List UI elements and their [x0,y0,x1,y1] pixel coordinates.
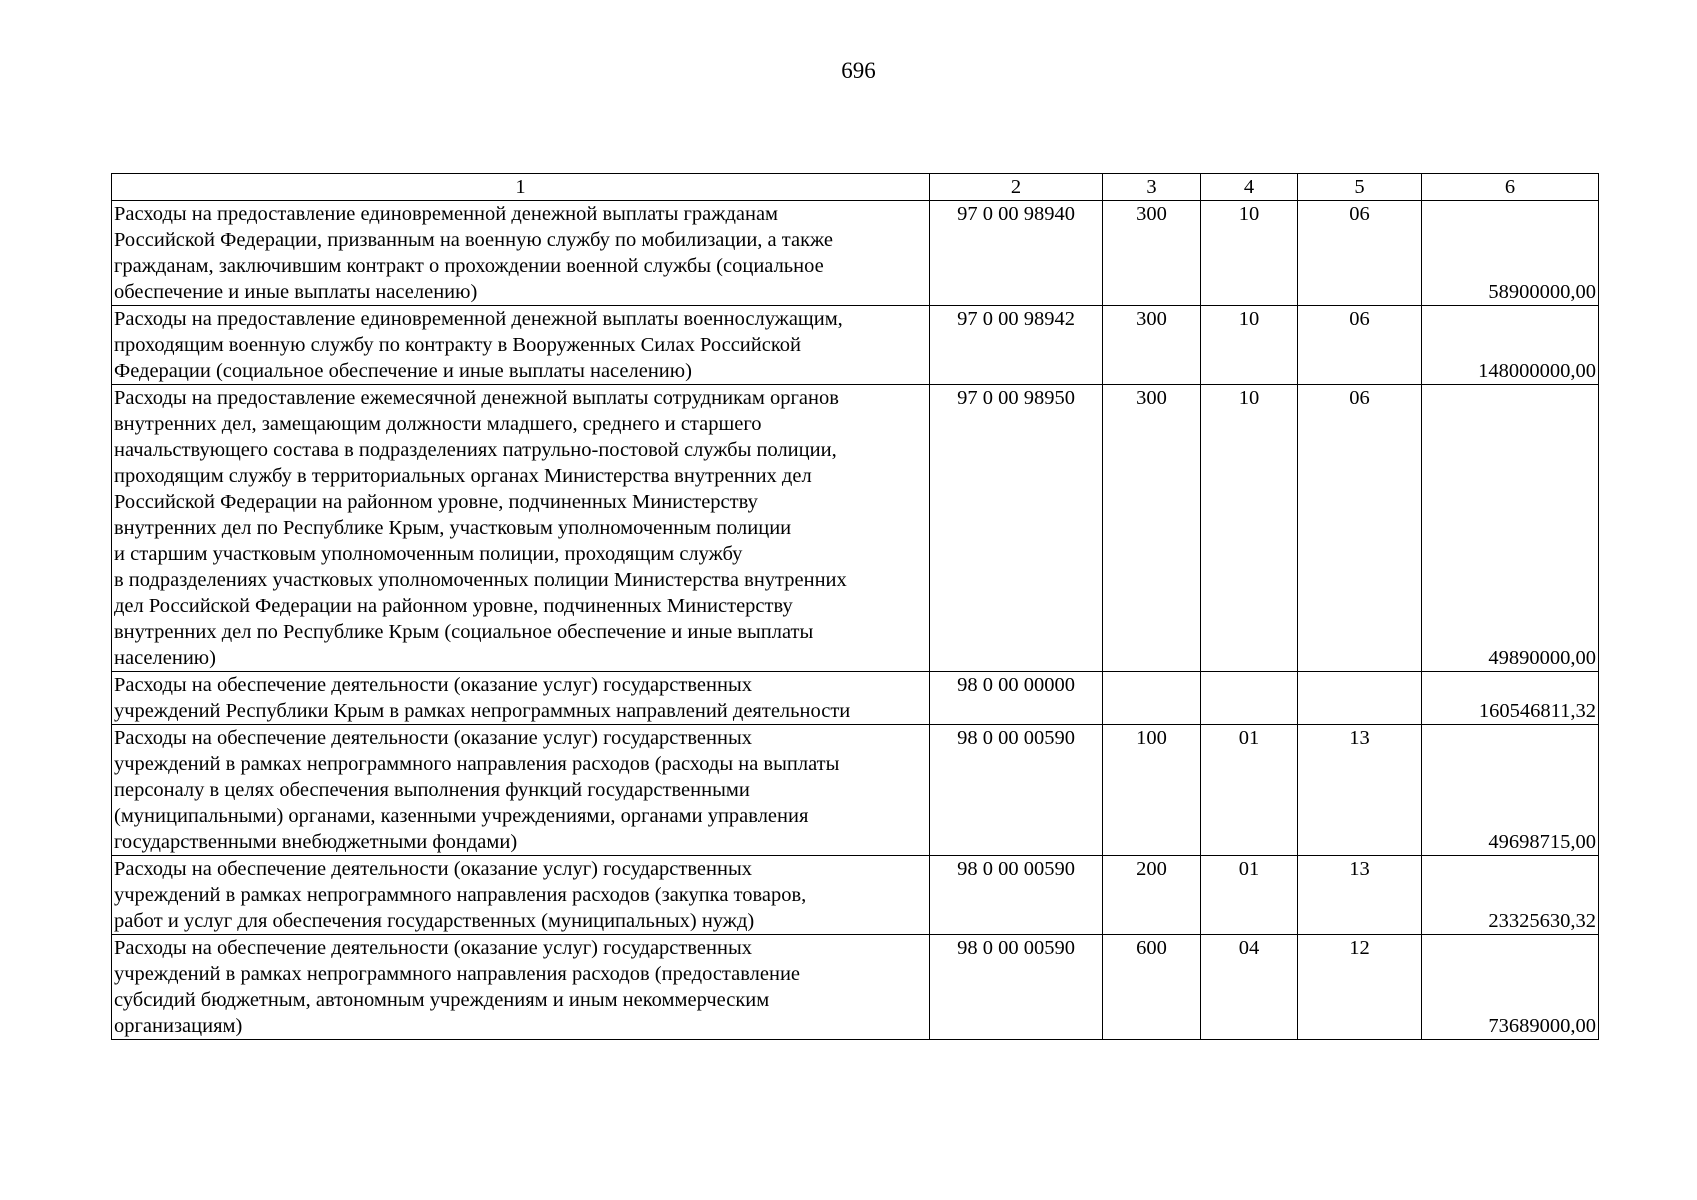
target-article-code-cell: 97 0 00 98950 [930,385,1103,672]
expense-name-line: персоналу в целях обеспечения выполнения функций государственными [114,779,750,801]
expense-name-line: государственными внебюджетными фондами) [114,831,518,853]
expense-name-cell [112,306,930,385]
expense-name-line: обеспечение и иные выплаты населению) [114,281,478,303]
expense-type-code-cell: 600 [1103,935,1201,1040]
expense-name-cell [112,935,930,1040]
target-article-code-cell: 98 0 00 00590 [930,856,1103,935]
target-article-code-cell: 97 0 00 98940 [930,201,1103,306]
expense-name-line: Расходы на предоставление единовременной денежной выплаты гражданам [114,203,779,225]
expense-name-line: организациям) [114,1015,243,1037]
expense-name-line: (муниципальными) органами, казенными учреждениями, органами управления [114,805,809,827]
expense-name-cell [112,385,930,672]
amount-cell: 58900000,00 [1422,201,1599,306]
expense-name-line: и старшим участковым уполномоченным полиции, проходящим службу [114,543,743,565]
subsection-code-cell: 06 [1298,385,1422,672]
expense-type-code-cell: 100 [1103,725,1201,856]
section-code-cell: 10 [1201,385,1298,672]
page-number: 696 [841,58,876,83]
expense-name-line: Расходы на предоставление единовременной денежной выплаты военнослужащим, [114,308,843,330]
subsection-code-cell: 06 [1298,306,1422,385]
column-number-row [112,174,1599,201]
expense-name-line: Расходы на обеспечение деятельности (оказание услуг) государственных [114,937,752,959]
column-number-6: 6 [1422,174,1599,201]
expense-name-line: в подразделениях участковых уполномоченных полиции Министерства внутренних [114,569,847,591]
section-code-cell [1201,672,1298,725]
expense-name-line: проходящим службу в территориальных органах Министерства внутренних дел [114,465,812,487]
section-code-cell: 10 [1201,201,1298,306]
table-row [112,385,1599,672]
column-number-2: 2 [930,174,1103,201]
amount-cell: 148000000,00 [1422,306,1599,385]
expense-name-cell [112,856,930,935]
amount-cell: 23325630,32 [1422,856,1599,935]
subsection-code-cell: 13 [1298,856,1422,935]
expense-name-line: учреждений Республики Крым в рамках непрограммных направлений деятельности [114,700,851,722]
section-code-cell: 04 [1201,935,1298,1040]
expense-type-code-cell: 300 [1103,306,1201,385]
expense-name-line: Расходы на обеспечение деятельности (оказание услуг) государственных [114,858,752,880]
section-code-cell: 01 [1201,725,1298,856]
column-number-1: 1 [112,174,930,201]
table-row [112,672,1599,725]
target-article-code-cell: 97 0 00 98942 [930,306,1103,385]
amount-cell: 73689000,00 [1422,935,1599,1040]
amount-cell: 49698715,00 [1422,725,1599,856]
table-row [112,201,1599,306]
expense-type-code-cell: 200 [1103,856,1201,935]
column-number-4: 4 [1201,174,1298,201]
expense-name-line: Расходы на обеспечение деятельности (оказание услуг) государственных [114,727,752,749]
table-row [112,935,1599,1040]
expense-name-line: дел Российской Федерации на районном уровне, подчиненных Министерству [114,595,793,617]
table-row [112,856,1599,935]
section-code-cell: 10 [1201,306,1298,385]
amount-cell: 49890000,00 [1422,385,1599,672]
expense-name-line: Федерации (социальное обеспечение и иные выплаты населению) [114,360,692,382]
subsection-code-cell [1298,672,1422,725]
expense-type-code-cell: 300 [1103,385,1201,672]
section-code-cell: 01 [1201,856,1298,935]
expense-name-line: Расходы на предоставление ежемесячной денежной выплаты сотрудникам органов [114,387,839,409]
expense-name-cell [112,672,930,725]
expense-name-line: учреждений в рамках непрограммного направления расходов (закупка товаров, [114,884,807,906]
subsection-code-cell: 06 [1298,201,1422,306]
expense-name-line: внутренних дел по Республике Крым, участковым уполномоченным полиции [114,517,792,539]
expense-name-cell [112,725,930,856]
target-article-code-cell: 98 0 00 00590 [930,935,1103,1040]
budget-table [111,173,1599,1040]
subsection-code-cell: 13 [1298,725,1422,856]
expense-name-line: Расходы на обеспечение деятельности (оказание услуг) государственных [114,674,752,696]
expense-name-line: Российской Федерации на районном уровне, подчиненных Министерству [114,491,758,513]
column-number-5: 5 [1298,174,1422,201]
expense-name-line: учреждений в рамках непрограммного направления расходов (расходы на выплаты [114,753,840,775]
expense-name-line: субсидий бюджетным, автономным учреждениям и иным некоммерческим [114,989,770,1011]
table-row [112,725,1599,856]
expense-name-line: проходящим военную службу по контракту в Вооруженных Силах Российской [114,334,801,356]
table-row [112,306,1599,385]
expense-name-line: гражданам, заключившим контракт о прохождении военной службы (социальное [114,255,824,277]
table-body [112,174,1599,1040]
expense-name-line: работ и услуг для обеспечения государственных (муниципальных) нужд) [114,910,755,932]
subsection-code-cell: 12 [1298,935,1422,1040]
amount-cell: 160546811,32 [1422,672,1599,725]
expense-name-cell [112,201,930,306]
expense-type-code-cell: 300 [1103,201,1201,306]
expense-type-code-cell [1103,672,1201,725]
expense-name-line: населению) [114,647,216,669]
target-article-code-cell: 98 0 00 00000 [930,672,1103,725]
column-number-3: 3 [1103,174,1201,201]
expense-name-line: внутренних дел, замещающим должности младшего, среднего и старшего [114,413,762,435]
target-article-code-cell: 98 0 00 00590 [930,725,1103,856]
expense-name-line: Российской Федерации, призванным на военную службу по мобилизации, а также [114,229,834,251]
expense-name-line: внутренних дел по Республике Крым (социальное обеспечение и иные выплаты [114,621,814,643]
expense-name-line: учреждений в рамках непрограммного направления расходов (предоставление [114,963,801,985]
expense-name-line: начальствующего состава в подразделениях патрульно-постовой службы полиции, [114,439,837,461]
